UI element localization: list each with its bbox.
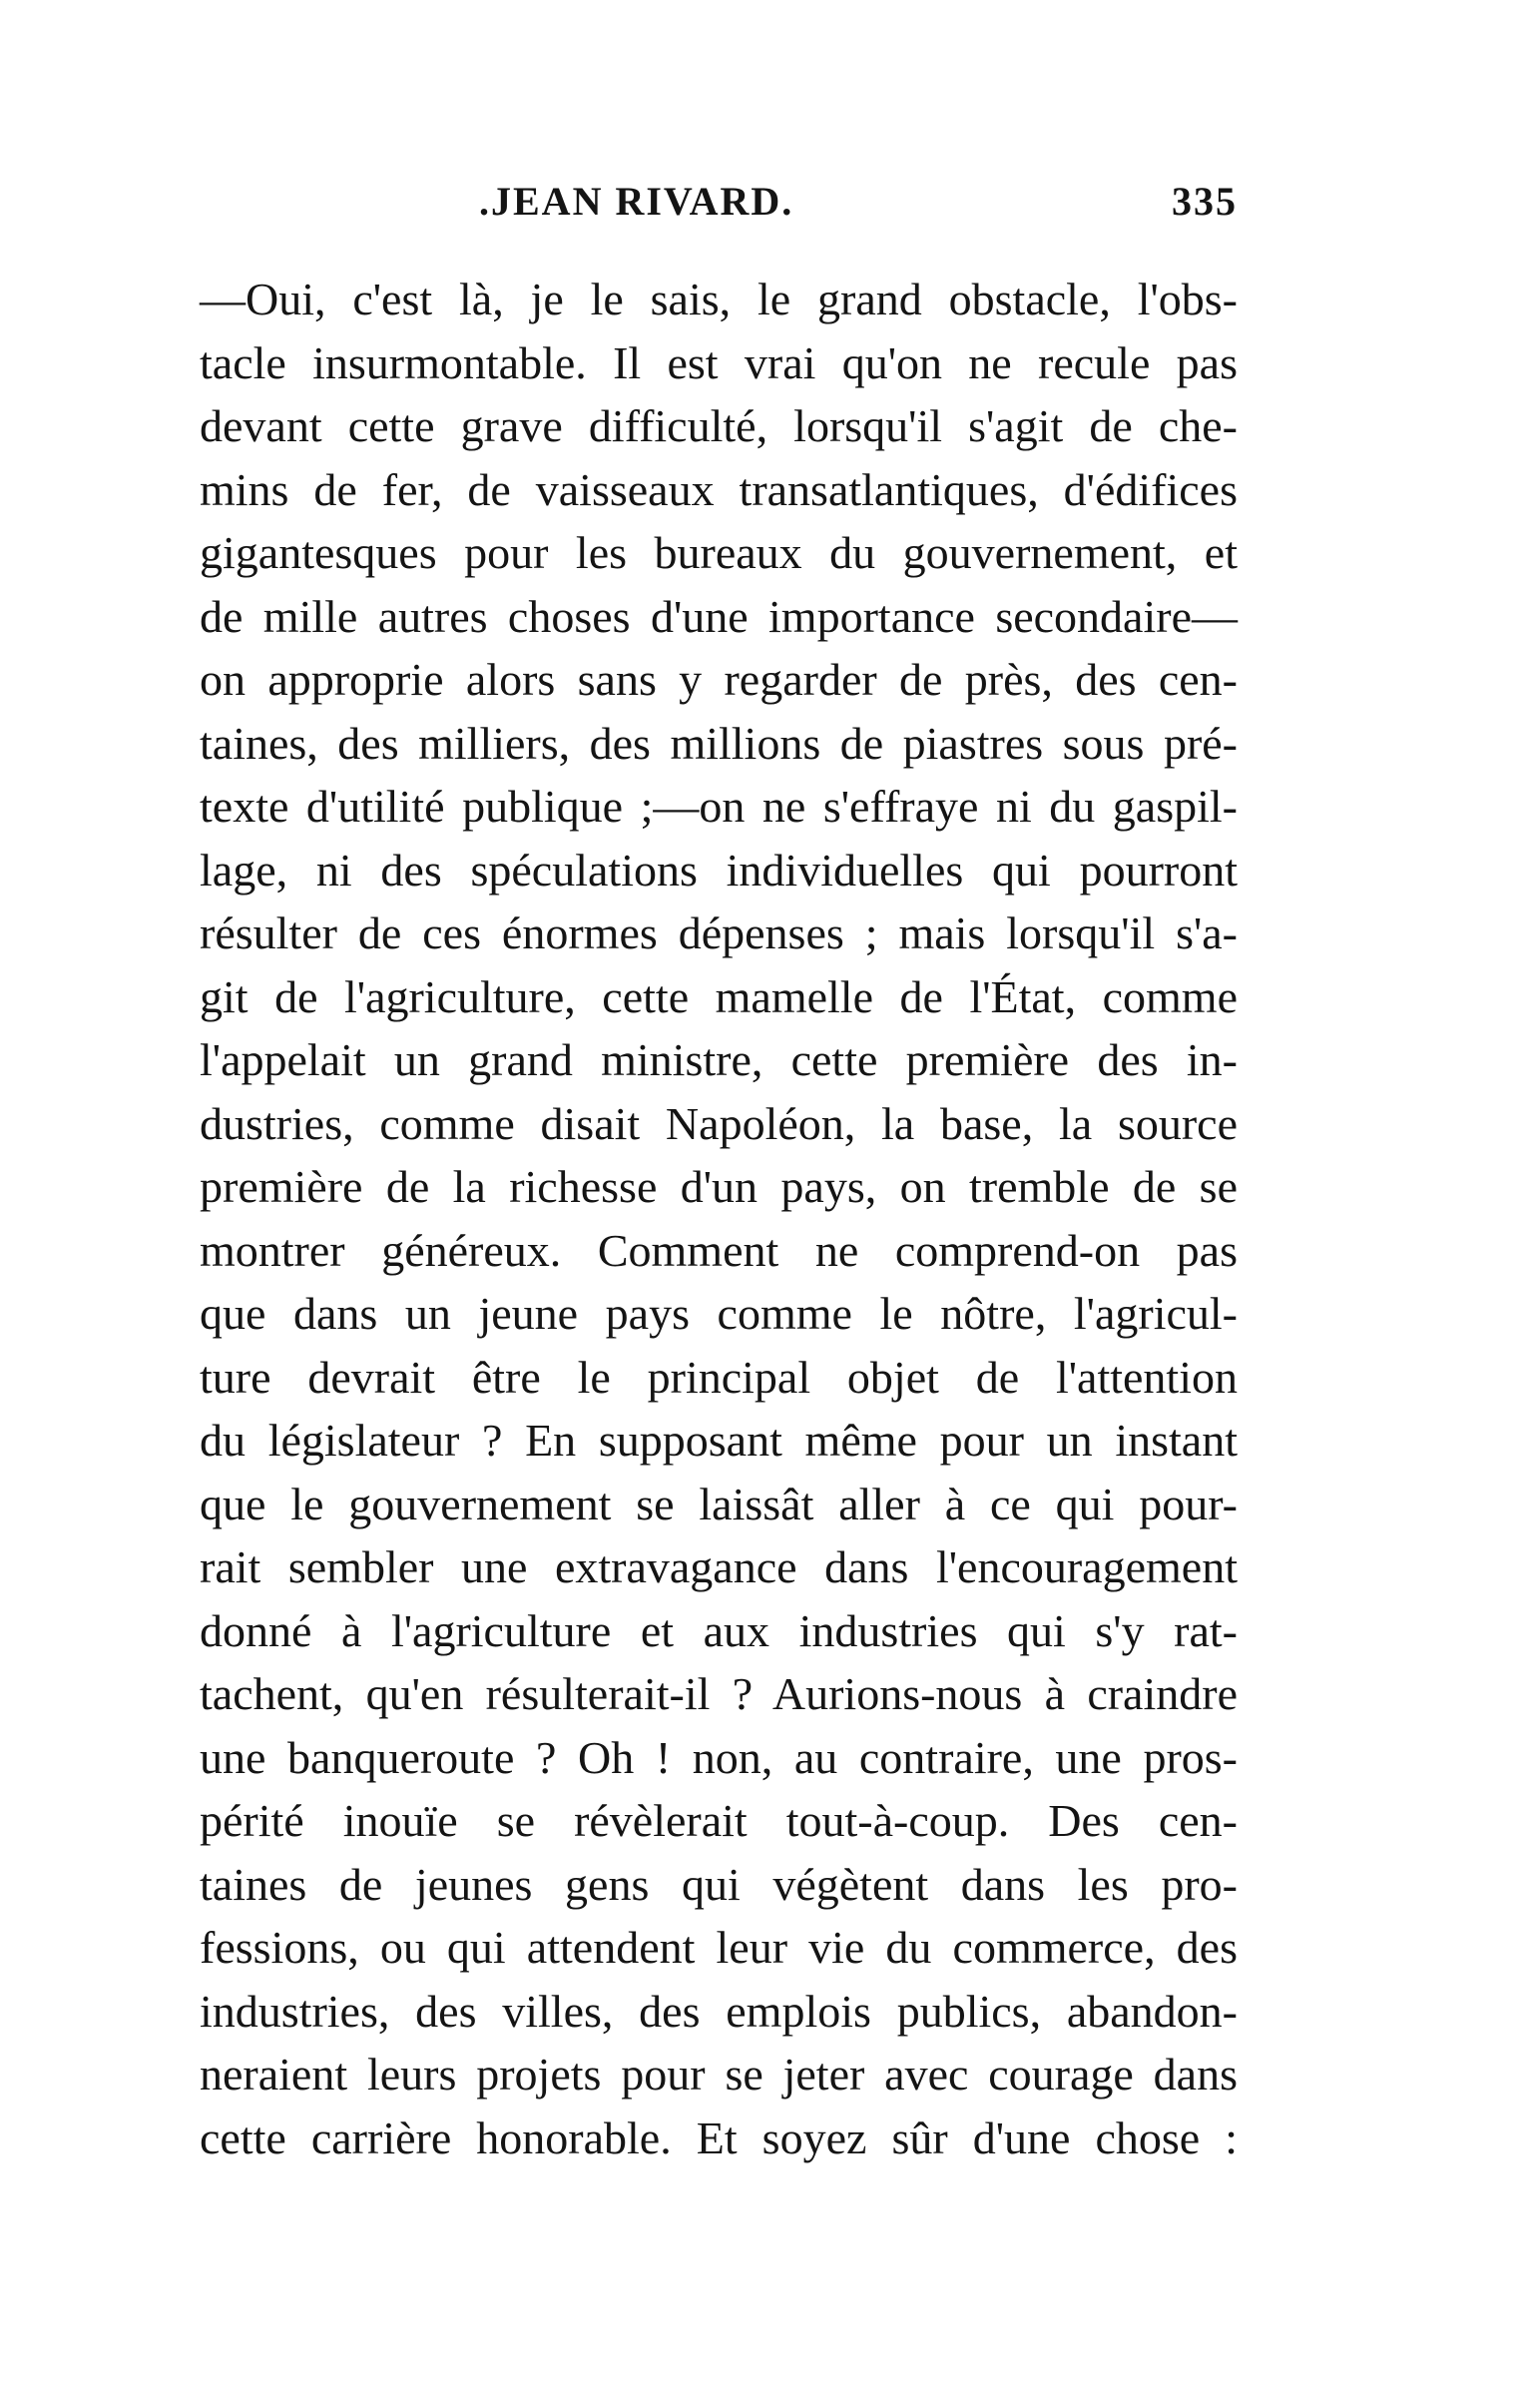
page-number: 335 [1172, 179, 1238, 224]
text-line: fessions, ou qui attendent leur vie du commerce, des [200, 1922, 1238, 1973]
text-line: de mille autres choses d'une importance secondaire— [200, 590, 1238, 642]
text-line: périté inouïe se révèlerait tout-à-coup. Des cen- [200, 1795, 1238, 1846]
text-line: industries, des villes, des emplois publics, abandon- [200, 1985, 1238, 2037]
text-line: on approprie alors sans y regarder de près, des cen- [200, 654, 1238, 705]
text-line: première de la richesse d'un pays, on tremble de se [200, 1161, 1238, 1212]
text-line: ture devrait être le principal objet de l'attention [200, 1351, 1238, 1403]
running-title: .JEAN RIVARD. [479, 179, 794, 224]
text-line: que dans un jeune pays comme le nôtre, l'agricul- [200, 1288, 1238, 1339]
text-line: tachent, qu'en résulterait-il ? Aurions-nous à craindre [200, 1668, 1238, 1719]
text-line: résulter de ces énormes dépenses ; mais lorsqu'il s'a- [200, 907, 1238, 958]
text-line: l'appelait un grand ministre, cette première des in- [200, 1034, 1238, 1085]
text-line: gigantesques pour les bureaux du gouvernement, et [200, 527, 1238, 578]
text-line: neraient leurs projets pour se jeter avec courage dans [200, 2049, 1238, 2100]
text-line: montrer généreux. Comment ne comprend-on pas [200, 1224, 1238, 1276]
text-line: que le gouvernement se laissât aller à ce qui pour- [200, 1478, 1238, 1529]
text-line: taines, des milliers, des millions de piastres sous pré- [200, 717, 1238, 769]
text-line: taines de jeunes gens qui végètent dans les pro- [200, 1858, 1238, 1910]
text-line: donné à l'agriculture et aux industries qui s'y rat- [200, 1604, 1238, 1656]
running-head [0, 178, 1522, 238]
text-line: tacle insurmontable. Il est vrai qu'on ne recule pas [200, 336, 1238, 388]
text-line: texte d'utilité publique ;—on ne s'effraye ni du gaspil- [200, 781, 1238, 832]
text-line: dustries, comme disait Napoléon, la base, la source [200, 1097, 1238, 1149]
text-line: devant cette grave difficulté, lorsqu'il s'agit de che- [200, 400, 1238, 451]
text-line: lage, ni des spéculations individuelles qui pourront [200, 844, 1238, 896]
text-line: git de l'agriculture, cette mamelle de l'État, comme [200, 970, 1238, 1022]
text-line: cette carrière honorable. Et soyez sûr d'une chose : [200, 2111, 1238, 2163]
text-line: du législateur ? En supposant même pour un instant [200, 1415, 1238, 1466]
text-line: rait sembler une extravagance dans l'encouragement [200, 1541, 1238, 1592]
text-line: mins de fer, de vaisseaux transatlantiques, d'édifices [200, 463, 1238, 515]
text-line: une banqueroute ? Oh ! non, au contraire, une pros- [200, 1731, 1238, 1783]
body-text [200, 268, 1238, 2169]
text-line: —Oui, c'est là, je le sais, le grand obstacle, l'obs- [200, 274, 1238, 324]
